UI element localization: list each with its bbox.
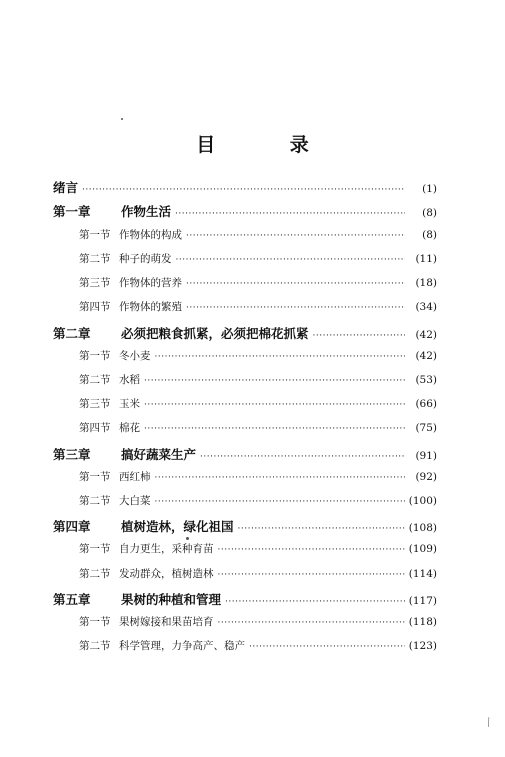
page-number: (92) [415, 471, 437, 483]
toc-section-entry [79, 541, 437, 556]
section-title: 棉花 [119, 422, 140, 434]
print-speck [121, 118, 123, 120]
toc-section-entry [79, 614, 437, 629]
section-number: 第四节 [79, 301, 111, 313]
page-title: 目 录 [196, 134, 343, 156]
section-title: 大白菜 [119, 495, 151, 507]
leader-dots [175, 209, 405, 219]
section-number: 第三节 [79, 277, 111, 289]
chapter-title: 果树的种植和管理 [121, 592, 222, 607]
section-title: 果树嫁接和果苗培育 [119, 616, 214, 628]
toc-chapter-entry [53, 590, 437, 608]
page-number: (11) [415, 253, 437, 265]
leader-dots [218, 545, 406, 555]
section-title: 种子的萌发 [119, 253, 172, 265]
section-number: 第二节 [79, 640, 111, 652]
toc-section-entry [79, 469, 437, 484]
section-number: 第二节 [79, 568, 111, 580]
chapter-number: 第五章 [53, 592, 91, 607]
leader-dots [186, 279, 405, 289]
leader-dots [186, 303, 405, 313]
section-number: 第一节 [79, 616, 111, 628]
leader-dots [144, 376, 405, 386]
chapter-number: 第二章 [53, 326, 91, 341]
section-number: 第一节 [79, 350, 111, 362]
section-title: 水稻 [119, 374, 140, 386]
leader-dots [218, 618, 406, 628]
section-number: 第二节 [79, 253, 111, 265]
page-number: (114) [408, 568, 437, 580]
toc-section-entry [79, 372, 437, 387]
toc-chapter-entry [53, 517, 437, 535]
leader-dots [155, 473, 406, 483]
leader-dots [249, 642, 405, 652]
section-number: 第二节 [79, 495, 111, 507]
page-number: (75) [415, 422, 437, 434]
leader-dots [238, 524, 405, 534]
page-number: (34) [415, 301, 437, 313]
scan-mark: ⁄ [484, 716, 493, 729]
leader-dots [155, 352, 406, 362]
toc-chapter-entry [53, 178, 437, 196]
toc-section-entry [79, 566, 437, 581]
toc-section-entry [79, 348, 437, 363]
section-title: 作物体的繁殖 [119, 301, 182, 313]
toc-section-entry [79, 275, 437, 290]
leader-dots [186, 231, 405, 241]
toc-chapter-entry [53, 324, 437, 342]
section-title: 西红柿 [119, 471, 151, 483]
page-number: (100) [408, 495, 437, 507]
chapter-title: 必须把粮食抓紧，必须把棉花抓紧 [121, 326, 309, 341]
toc-section-entry [79, 420, 437, 435]
chapter-title: 搞好蔬菜生产 [121, 447, 197, 462]
toc-section-entry [79, 396, 437, 411]
chapter-number: 第一章 [53, 204, 91, 219]
leader-dots [218, 570, 406, 580]
chapter-title: 植树造林，绿化祖国 [121, 519, 234, 534]
leader-dots [225, 597, 405, 607]
leader-dots [144, 400, 405, 410]
page-number: (123) [408, 640, 437, 652]
section-title: 发动群众，植树造林 [119, 568, 214, 580]
page-number: (117) [408, 595, 437, 607]
leader-dots [313, 331, 405, 341]
section-title: 作物体的构成 [119, 229, 182, 241]
chapter-number: 第四章 [53, 519, 91, 534]
page-number: (118) [408, 616, 437, 628]
page-number: (109) [408, 543, 437, 555]
section-number: 第三节 [79, 398, 111, 410]
leader-dots [82, 185, 405, 195]
page-number: (18) [415, 277, 437, 289]
toc-section-entry [79, 638, 437, 653]
print-speck [186, 537, 189, 540]
toc-section-entry [79, 251, 437, 266]
section-title: 作物体的营养 [119, 277, 182, 289]
section-title: 玉米 [119, 398, 140, 410]
section-number: 第四节 [79, 422, 111, 434]
toc-chapter-entry [53, 445, 437, 463]
section-title: 自力更生，采种育苗 [119, 543, 214, 555]
leader-dots [176, 255, 406, 265]
page-number: (91) [415, 450, 437, 462]
chapter-title: 绪言 [53, 180, 79, 195]
page-number: (1) [422, 183, 437, 195]
chapter-title: 作物生活 [121, 204, 172, 219]
leader-dots [144, 424, 405, 434]
chapter-number: 第三章 [53, 447, 91, 462]
toc-chapter-entry [53, 202, 437, 220]
page-number: (42) [415, 350, 437, 362]
page-number: (8) [422, 229, 437, 241]
toc-section-entry [79, 493, 437, 508]
toc-section-entry [79, 299, 437, 314]
page-number: (108) [408, 522, 437, 534]
section-number: 第一节 [79, 543, 111, 555]
section-number: 第一节 [79, 471, 111, 483]
page-number: (53) [415, 374, 437, 386]
toc-section-entry [79, 227, 437, 242]
section-number: 第一节 [79, 229, 111, 241]
section-title: 冬小麦 [119, 350, 151, 362]
page-number: (42) [415, 329, 437, 341]
page-number: (8) [422, 207, 437, 219]
section-number: 第二节 [79, 374, 111, 386]
page-number: (66) [415, 398, 437, 410]
leader-dots [200, 452, 405, 462]
leader-dots [155, 497, 406, 507]
section-title: 科学管理，力争高产、稳产 [119, 640, 245, 652]
